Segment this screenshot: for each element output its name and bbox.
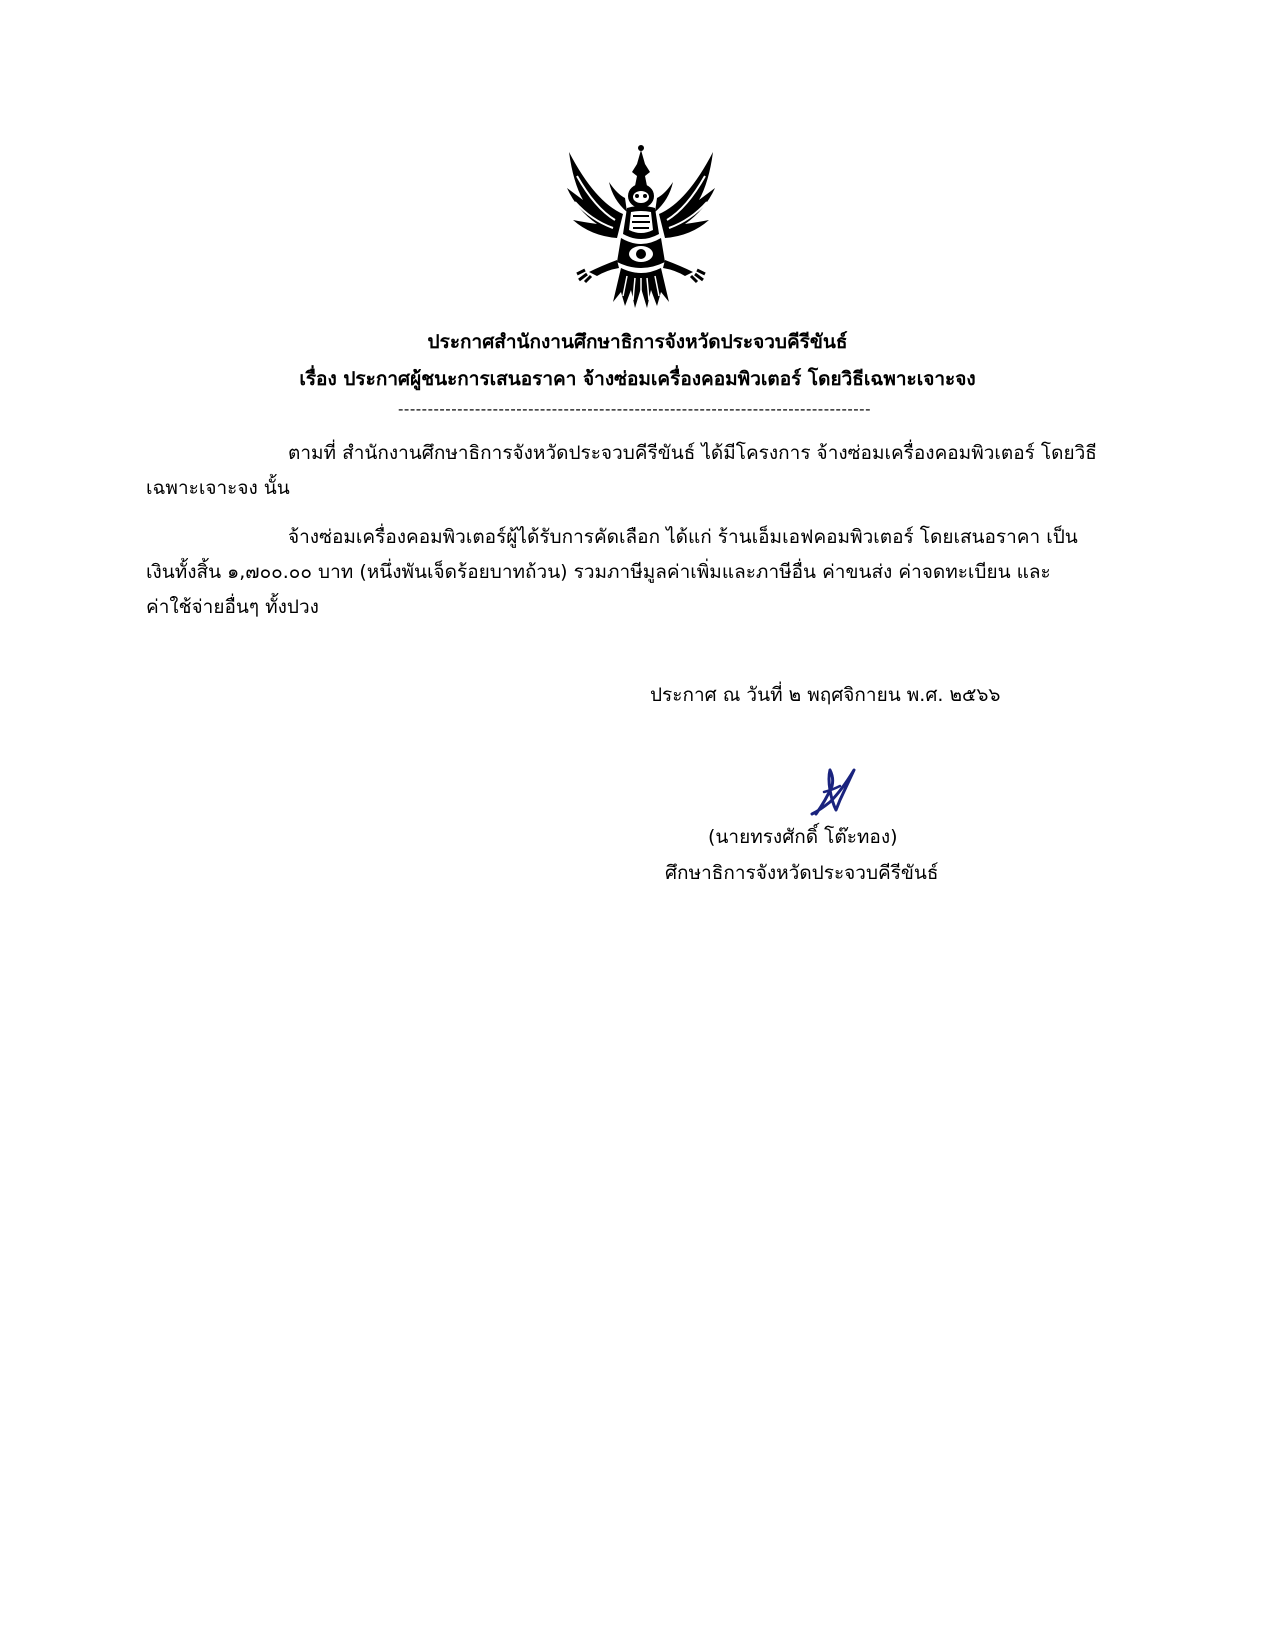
signer-title: ศึกษาธิการจังหวัดประจวบคีรีขันธ์ [665, 862, 939, 884]
announcement-date: ประกาศ ณ วันที่ ๒ พฤศจิกายน พ.ศ. ๒๕๖๖ [650, 684, 1001, 706]
paragraph-line: เงินทั้งสิ้น ๑,๗๐๐.๐๐ บาท (หนึ่งพันเจ็ดร้อยบาทถ้วน) รวมภาษีมูลค่าเพิ่มและภาษีอื่น ค่าขนส่ง ค่าจดทะเบียน และ [146, 561, 1051, 583]
paragraph-project [146, 436, 1146, 506]
paragraph-winner [146, 520, 1146, 625]
paragraph-line: ตามที่ สำนักงานศึกษาธิการจังหวัดประจวบคีรีขันธ์ ได้มีโครงการ จ้างซ่อมเครื่องคอมพิวเตอร์ โดยวิธี [288, 442, 1097, 464]
handwritten-signature-icon [800, 760, 858, 816]
garuda-emblem-icon [561, 142, 721, 310]
announcement-title: ประกาศสำนักงานศึกษาธิการจังหวัดประจวบคีรีขันธ์ [427, 331, 848, 353]
paragraph-line: จ้างซ่อมเครื่องคอมพิวเตอร์ผู้ได้รับการคัดเลือก ได้แก่ ร้านเอ็มเอฟคอมพิวเตอร์ โดยเสนอราคา เป็น [288, 526, 1078, 548]
dashed-divider: -------------------------------------------------------------------------------- [398, 400, 872, 418]
announcement-subject: เรื่อง ประกาศผู้ชนะการเสนอราคา จ้างซ่อมเครื่องคอมพิวเตอร์ โดยวิธีเฉพาะเจาะจง [299, 368, 976, 390]
paragraph-line: ค่าใช้จ่ายอื่นๆ ทั้งปวง [146, 596, 319, 618]
paragraph-line: เฉพาะเจาะจง นั้น [146, 477, 290, 499]
signer-name: (นายทรงศักดิ์ โต๊ะทอง) [708, 826, 898, 848]
